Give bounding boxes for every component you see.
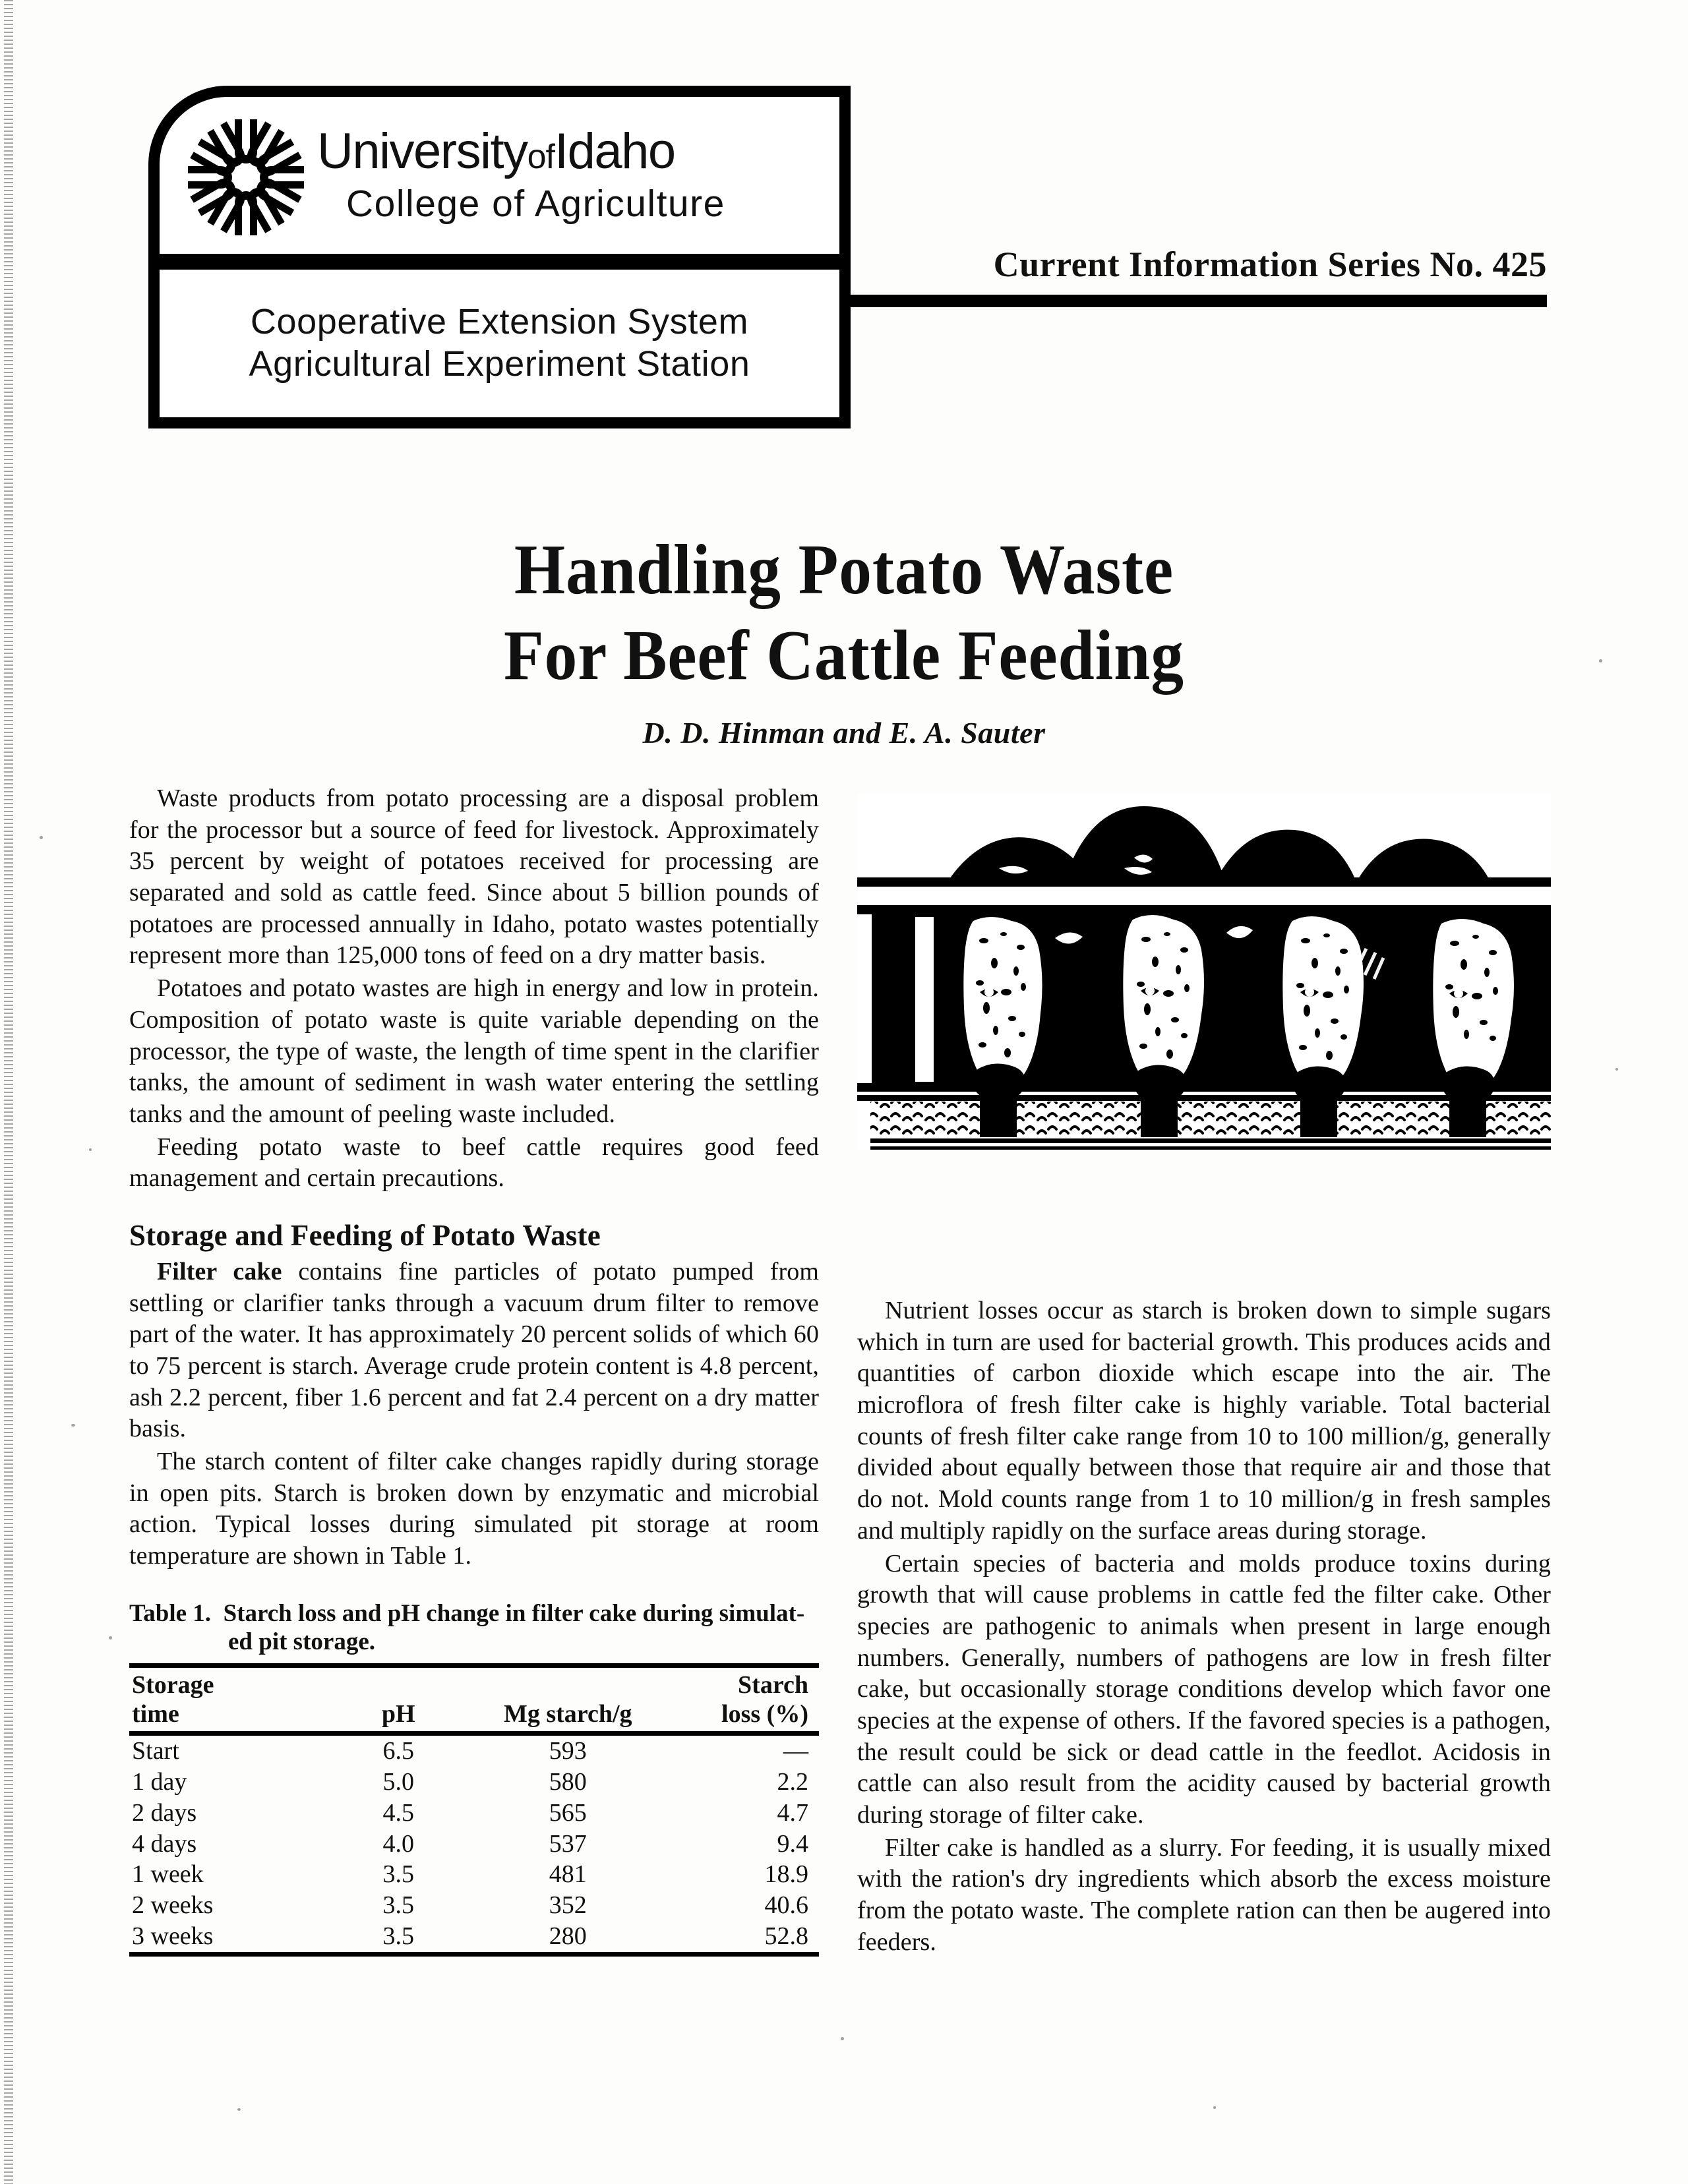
table-row xyxy=(129,1890,819,1921)
page-title xyxy=(67,527,1620,698)
cell-mg-starch: 352 xyxy=(549,1891,587,1920)
cell-starch-loss: 9.4 xyxy=(777,1829,808,1858)
table-1-col-ph xyxy=(326,1670,470,1734)
cell-ph: 3.5 xyxy=(382,1860,414,1889)
masthead-wordmark xyxy=(317,123,725,225)
table-1-col-loss-l1: Starch xyxy=(738,1671,808,1699)
scan-speck xyxy=(109,1636,112,1639)
cell-ph: 4.5 xyxy=(382,1798,414,1827)
authors-byline: D. D. Hinman and E. A. Sauter xyxy=(642,716,1046,750)
university-of-idaho-sunburst-logo-icon xyxy=(178,111,313,243)
cell-storage-time: 2 days xyxy=(132,1798,197,1827)
scan-speck xyxy=(40,836,43,839)
table-row xyxy=(129,1798,819,1829)
series-number: Current Information Series No. 425 xyxy=(993,245,1547,284)
cell-ph: 5.0 xyxy=(382,1767,414,1796)
paragraph-intro-2: Potatoes and potato wastes are high in energy and low in protein. Composition of potato waste is quite variable depending on the processor, the type of waste, the length of time spent in the clarifier tanks, the amount of sediment in wash water entering the settling tanks and the amount of peeling waste included. xyxy=(129,974,819,1128)
page-title-line-2: For Beef Cattle Feeding xyxy=(504,616,1184,695)
scan-speck xyxy=(1615,1068,1618,1071)
cell-mg-starch: 537 xyxy=(549,1829,587,1858)
section-heading-storage-feeding: Storage and Feeding of Potato Waste xyxy=(129,1218,601,1252)
scan-speck xyxy=(71,1424,75,1427)
cell-storage-time: 4 days xyxy=(132,1829,197,1858)
cell-storage-time: 3 weeks xyxy=(132,1922,214,1951)
cell-mg-starch: 593 xyxy=(549,1737,587,1765)
table-1-foot xyxy=(129,1954,819,1959)
cell-ph: 6.5 xyxy=(382,1737,414,1765)
paragraph-slurry-handling: Filter cake is handled as a slurry. For feeding, it is usually mixed with the ration's dry ingredients which absorb the excess moisture from the potato waste. The complete ration can then be augered into feeders. xyxy=(857,1833,1551,1956)
table-1-bottom-rule xyxy=(129,1954,819,1959)
scan-speck xyxy=(1213,2106,1216,2109)
table-row xyxy=(129,1767,819,1798)
table-1-header-row xyxy=(129,1670,819,1734)
cattle-photo xyxy=(857,794,1551,1150)
masthead-university-line xyxy=(317,123,725,180)
cell-starch-loss: 40.6 xyxy=(764,1891,808,1920)
table-1-top-rule xyxy=(129,1666,819,1671)
cell-starch-loss: 52.8 xyxy=(764,1922,808,1951)
table-row xyxy=(129,1921,819,1954)
table-1-wrapper xyxy=(129,1599,819,1959)
cell-starch-loss: 4.7 xyxy=(777,1798,808,1827)
masthead-extension-line: Cooperative Extension System xyxy=(250,302,749,342)
table-1-col-mg-starch xyxy=(471,1670,665,1734)
scan-speck xyxy=(237,2108,241,2111)
cell-starch-loss: 18.9 xyxy=(764,1860,808,1889)
scan-edge-artifact xyxy=(4,0,13,2184)
cell-starch-loss: 2.2 xyxy=(777,1767,808,1796)
cell-mg-starch: 481 xyxy=(549,1860,587,1889)
table-1-col-storage-time-l2: time xyxy=(132,1700,179,1728)
cell-storage-time: 2 weeks xyxy=(132,1891,214,1920)
page-title-line-1: Handling Potato Waste xyxy=(514,531,1174,609)
scan-speck xyxy=(1599,659,1602,663)
paragraph-starch-content: The starch content of filter cake changes rapidly during storage in open pits. Starch is broken down by enzymatic and microbial action. Typical losses during simulated pit storage at room temperature are shown in Table 1. xyxy=(129,1448,819,1570)
table-1-col-ph-l2: pH xyxy=(381,1700,415,1728)
right-column-bottom xyxy=(857,1295,1551,1958)
cell-storage-time: Start xyxy=(132,1737,179,1765)
paragraph-intro-1: Waste products from potato processing are a disposal problem for the processor but a source of feed for livestock. Approximately 35 percent by weight of potatoes received for processing are separated and sold as cattle feed. Since about 5 billion pounds of potatoes are processed annually in Idaho, potato wastes potentially represent more than 125,000 tons of feed on a dry matter basis. xyxy=(129,784,819,970)
cell-mg-starch: 280 xyxy=(549,1922,587,1951)
table-row xyxy=(129,1859,819,1890)
cell-starch-loss: — xyxy=(783,1737,808,1765)
table-1-col-starch-loss xyxy=(665,1670,819,1734)
table-1-col-storage-time xyxy=(129,1670,326,1734)
table-1-col-mg-l2: Mg starch/g xyxy=(503,1700,632,1728)
paragraph-filter-cake-text: contains fine particles of potato pumped from settling or clarifier tanks through a vacuum drum filter to remove part of the water. It has approximately 20 percent solids of which 60 to 75 percent is starch. Average crude protein content is 4.8 percent, ash 2.2 percent, fiber 1.6 percent and fat 2.4 percent on a dry matter basis. xyxy=(129,1257,819,1443)
table-1-col-storage-time-l1: Storage xyxy=(132,1671,214,1699)
scan-speck xyxy=(89,1148,92,1151)
masthead-station-line: Agricultural Experiment Station xyxy=(249,344,750,384)
cell-storage-time: 1 day xyxy=(132,1767,187,1796)
paragraph-filter-cake xyxy=(129,1256,819,1445)
table-row xyxy=(129,1829,819,1860)
table-1-col-loss-l2: loss (%) xyxy=(721,1700,808,1728)
masthead-top-panel xyxy=(160,97,839,254)
cell-mg-starch: 580 xyxy=(549,1767,587,1796)
runin-filter-cake: Filter cake xyxy=(157,1257,282,1285)
masthead-horizontal-rule xyxy=(851,295,1547,307)
table-1-head xyxy=(129,1666,819,1734)
cell-storage-time: 1 week xyxy=(132,1860,204,1889)
masthead-university-word: University xyxy=(317,123,528,180)
masthead xyxy=(148,86,851,428)
masthead-of-word: of xyxy=(527,138,555,177)
paragraph-toxins: Certain species of bacteria and molds produce toxins during growth that will cause problems in cattle fed the filter cake. Other species are pathogenic to animals when present in large enough numbers. Generally, numbers of pathogens are low in fresh filter cake, but occasionally storage conditions develop which favor one species at the expense of others. If the favored species is a pathogen, the result could be sick or dead cattle in the feedlot. Acidosis in cattle can also result from the acidity caused by bacterial growth during storage of filter cake. xyxy=(857,1549,1551,1829)
right-column-top xyxy=(857,794,1551,1150)
masthead-college-line: College of Agriculture xyxy=(346,183,725,225)
table-1-starch-loss xyxy=(129,1663,819,1959)
masthead-bottom-panel xyxy=(160,270,839,417)
table-1-caption-line-2: ed pit storage. xyxy=(228,1628,375,1655)
table-1-body xyxy=(129,1734,819,1955)
paragraph-nutrient-losses: Nutrient losses occur as starch is broken down to simple sugars which in turn are used for bacterial growth. This produces acids and quantities of carbon dioxide which escape into the air. The microflora of fresh filter cake is highly variable. Total bacterial counts of fresh filter cake range from 10 to 100 million/g, generally divided about equally between those that require air and those that do not. Mold counts range from 1 to 10 million/g in fresh samples and multiply rapidly on the surface areas during storage. xyxy=(857,1297,1551,1545)
table-1-caption xyxy=(129,1599,819,1657)
table-1-caption-line-1: Starch loss and pH change in filter cake during simulat- xyxy=(223,1599,805,1627)
cell-ph: 3.5 xyxy=(382,1891,414,1920)
masthead-divider xyxy=(160,254,839,270)
cell-ph: 4.0 xyxy=(382,1829,414,1858)
paragraph-intro-3: Feeding potato waste to beef cattle requires good feed management and certain precautions. xyxy=(129,1133,819,1193)
table-row xyxy=(129,1734,819,1767)
scan-speck xyxy=(841,2037,844,2040)
masthead-idaho-word: Idaho xyxy=(555,123,675,180)
cell-ph: 3.5 xyxy=(382,1922,414,1951)
table-1-caption-label: Table 1. xyxy=(129,1599,212,1627)
title-block xyxy=(0,527,1688,750)
left-column xyxy=(129,783,819,1959)
cell-mg-starch: 565 xyxy=(549,1798,587,1827)
